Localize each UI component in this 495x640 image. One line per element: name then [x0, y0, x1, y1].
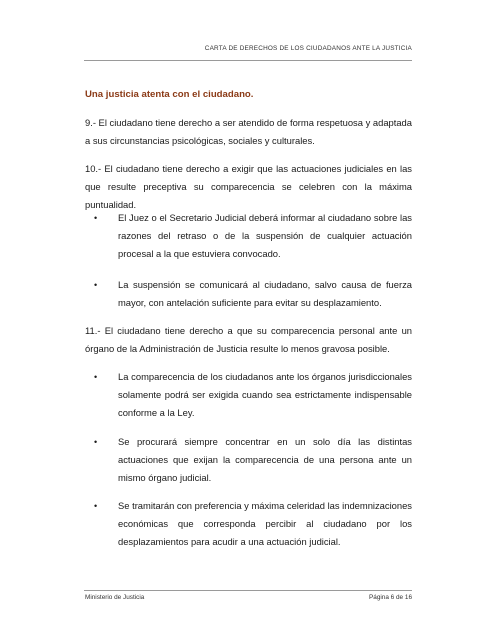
list-item-text: La comparecencia de los ciudadanos ante los órganos jurisdiccionales solamente podrá ser exigida cuando sea estrictamente indispensable conforme a la Ley.	[118, 371, 412, 418]
list-item-text: Se procurará siempre concentrar en un solo día las distintas actuaciones que exijan la comparecencia de una persona ante un mismo órgano judicial.	[118, 436, 412, 483]
bullet-icon: •	[94, 213, 98, 223]
list-item	[94, 209, 412, 263]
bullet-icon: •	[94, 501, 98, 511]
footer-page-number: Página 6 de 16	[369, 594, 412, 601]
bullet-icon: •	[94, 372, 98, 382]
paragraph-9: 9.- El ciudadano tiene derecho a ser atendido de forma respetuosa y adaptada a sus circunstancias psicológicas, sociales y culturales.	[85, 117, 412, 146]
bullet-icon: •	[94, 280, 98, 290]
paragraph-11: 11.- El ciudadano tiene derecho a que su comparecencia personal ante un órgano de la Administración de Justicia resulte lo menos gravosa posible.	[85, 325, 412, 354]
header-rule	[84, 60, 412, 61]
section-heading: Una justicia atenta con el ciudadano.	[85, 89, 254, 100]
list-item	[94, 368, 412, 422]
list-item-text: El Juez o el Secretario Judicial deberá informar al ciudadano sobre las razones del retraso o de la suspensión de cualquier actuación procesal a la que estuviera convocado.	[118, 212, 412, 259]
footer-rule	[84, 590, 412, 591]
bullet-icon: •	[94, 437, 98, 447]
paragraph-10: 10.- El ciudadano tiene derecho a exigir que las actuaciones judiciales en las que resulte preceptiva su comparecencia se celebren con la máxima puntualidad.	[85, 163, 412, 210]
list-item	[94, 497, 412, 551]
list-item	[94, 276, 412, 312]
list-item-text: Se tramitarán con preferencia y máxima celeridad las indemnizaciones económicas que corresponda percibir al ciudadano por los desplazamientos para acudir a una actuación judicial.	[118, 500, 412, 547]
running-header-title: CARTA DE DERECHOS DE LOS CIUDADANOS ANTE LA JUSTICIA	[204, 45, 412, 52]
list-item	[94, 433, 412, 487]
list-item-text: La suspensión se comunicará al ciudadano, salvo causa de fuerza mayor, con antelación suficiente para evitar su desplazamiento.	[118, 279, 412, 308]
footer-ministry: Ministerio de Justicia	[85, 594, 145, 601]
